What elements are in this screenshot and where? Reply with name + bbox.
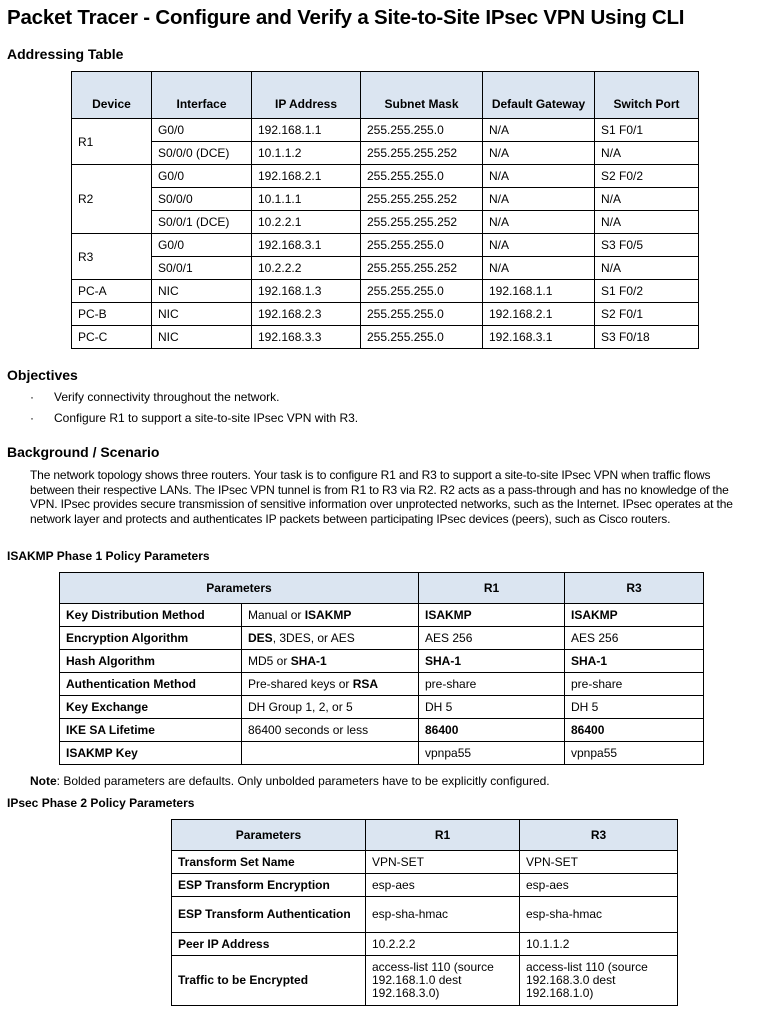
- parameter-name-cell: Authentication Method: [60, 673, 242, 696]
- default-gateway-cell: N/A: [483, 257, 595, 280]
- phase1-header-row: [60, 573, 704, 604]
- option-text: ISAKMP: [304, 608, 352, 622]
- header-device: Device: [72, 72, 152, 119]
- parameter-options-cell: [242, 673, 419, 696]
- parameter-options-cell: [242, 650, 419, 673]
- interface-cell: NIC: [152, 303, 252, 326]
- page-title: Packet Tracer - Configure and Verify a Site-to-Site IPsec VPN Using CLI: [7, 6, 685, 29]
- r3-value-cell: DH 5: [565, 696, 704, 719]
- phase2-header-r1: R1: [366, 820, 520, 851]
- r3-value-cell: ISAKMP: [565, 604, 704, 627]
- table-row: [60, 650, 704, 673]
- table-row: [172, 956, 678, 1006]
- parameter-name-cell: Key Distribution Method: [60, 604, 242, 627]
- table-row: [72, 142, 699, 165]
- option-text: DES: [248, 631, 273, 645]
- parameter-options-cell: [242, 719, 419, 742]
- objective-text: Configure R1 to support a site-to-site IPsec VPN with R3.: [54, 411, 359, 425]
- ip-address-cell: 192.168.1.1: [252, 119, 361, 142]
- r1-value-cell: vpnpa55: [419, 742, 565, 765]
- objective-item: [30, 389, 358, 410]
- parameter-name-cell: ISAKMP Key: [60, 742, 242, 765]
- table-row: [60, 604, 704, 627]
- ip-address-cell: 192.168.3.3: [252, 326, 361, 349]
- default-gateway-cell: 192.168.3.1: [483, 326, 595, 349]
- device-cell: PC-B: [72, 303, 152, 326]
- phase2-heading: IPsec Phase 2 Policy Parameters: [7, 796, 195, 810]
- phase1-header-r3: R3: [565, 573, 704, 604]
- header-ip-address: IP Address: [252, 72, 361, 119]
- objective-item: [30, 410, 358, 431]
- header-subnet-mask: Subnet Mask: [361, 72, 483, 119]
- table-row: [60, 696, 704, 719]
- r1-value-cell: esp-sha-hmac: [366, 897, 520, 933]
- option-text: SHA-1: [290, 654, 327, 668]
- addressing-table-heading: Addressing Table: [7, 46, 124, 62]
- table-row: [172, 851, 678, 874]
- device-cell: PC-C: [72, 326, 152, 349]
- device-cell: R2: [72, 165, 152, 234]
- subnet-mask-cell: 255.255.255.252: [361, 142, 483, 165]
- bullet-icon: ·: [30, 411, 34, 425]
- bullet-icon: ·: [30, 390, 34, 404]
- note-text: [30, 774, 550, 788]
- switch-port-cell: N/A: [595, 142, 699, 165]
- phase1-header-r1: R1: [419, 573, 565, 604]
- default-gateway-cell: N/A: [483, 234, 595, 257]
- table-row: [60, 742, 704, 765]
- default-gateway-cell: 192.168.1.1: [483, 280, 595, 303]
- table-row: [72, 257, 699, 280]
- subnet-mask-cell: 255.255.255.0: [361, 303, 483, 326]
- parameter-name-cell: Key Exchange: [60, 696, 242, 719]
- parameter-options-cell: [242, 742, 419, 765]
- interface-cell: G0/0: [152, 234, 252, 257]
- table-row: [72, 119, 699, 142]
- option-text: DH Group 1, 2, or 5: [248, 700, 353, 714]
- table-row: [72, 326, 699, 349]
- device-cell: R1: [72, 119, 152, 165]
- switch-port-cell: N/A: [595, 257, 699, 280]
- r3-value-cell: esp-aes: [520, 874, 678, 897]
- interface-cell: S0/0/0 (DCE): [152, 142, 252, 165]
- option-text: , 3DES, or AES: [272, 631, 355, 645]
- interface-cell: S0/0/1 (DCE): [152, 211, 252, 234]
- header-switch-port: Switch Port: [595, 72, 699, 119]
- note-body: : Bolded parameters are defaults. Only unbolded parameters have to be explicitly configured.: [56, 774, 550, 788]
- table-row: [172, 897, 678, 933]
- phase1-heading: ISAKMP Phase 1 Policy Parameters: [7, 549, 210, 563]
- default-gateway-cell: 192.168.2.1: [483, 303, 595, 326]
- switch-port-cell: N/A: [595, 188, 699, 211]
- switch-port-cell: N/A: [595, 211, 699, 234]
- interface-cell: G0/0: [152, 119, 252, 142]
- switch-port-cell: S2 F0/2: [595, 165, 699, 188]
- ip-address-cell: 192.168.1.3: [252, 280, 361, 303]
- table-row: [172, 933, 678, 956]
- header-default-gateway: Default Gateway: [483, 72, 595, 119]
- parameter-name-cell: Transform Set Name: [172, 851, 366, 874]
- interface-cell: NIC: [152, 280, 252, 303]
- parameter-name-cell: Hash Algorithm: [60, 650, 242, 673]
- r1-value-cell: ISAKMP: [419, 604, 565, 627]
- phase2-header-parameters: Parameters: [172, 820, 366, 851]
- r1-value-cell: VPN-SET: [366, 851, 520, 874]
- default-gateway-cell: N/A: [483, 142, 595, 165]
- objectives-heading: Objectives: [7, 367, 78, 383]
- ip-address-cell: 10.2.2.2: [252, 257, 361, 280]
- default-gateway-cell: N/A: [483, 188, 595, 211]
- table-row: [172, 874, 678, 897]
- subnet-mask-cell: 255.255.255.252: [361, 188, 483, 211]
- header-interface: Interface: [152, 72, 252, 119]
- ip-address-cell: 192.168.2.1: [252, 165, 361, 188]
- r3-value-cell: SHA-1: [565, 650, 704, 673]
- r3-value-cell: access-list 110 (source 192.168.3.0 dest 192.168.1.0): [520, 956, 678, 1006]
- addressing-table: [71, 71, 699, 349]
- table-row: [60, 719, 704, 742]
- phase2-table: [171, 819, 678, 1006]
- ip-address-cell: 192.168.3.1: [252, 234, 361, 257]
- parameter-name-cell: Peer IP Address: [172, 933, 366, 956]
- r3-value-cell: AES 256: [565, 627, 704, 650]
- interface-cell: G0/0: [152, 165, 252, 188]
- subnet-mask-cell: 255.255.255.0: [361, 119, 483, 142]
- r1-value-cell: pre-share: [419, 673, 565, 696]
- r3-value-cell: esp-sha-hmac: [520, 897, 678, 933]
- subnet-mask-cell: 255.255.255.0: [361, 165, 483, 188]
- phase2-header-r3: R3: [520, 820, 678, 851]
- parameter-options-cell: [242, 604, 419, 627]
- phase2-header-row: [172, 820, 678, 851]
- option-text: MD5 or: [248, 654, 291, 668]
- default-gateway-cell: N/A: [483, 211, 595, 234]
- switch-port-cell: S1 F0/2: [595, 280, 699, 303]
- r1-value-cell: access-list 110 (source 192.168.1.0 dest 192.168.3.0): [366, 956, 520, 1006]
- device-cell: R3: [72, 234, 152, 280]
- subnet-mask-cell: 255.255.255.252: [361, 257, 483, 280]
- device-cell: PC-A: [72, 280, 152, 303]
- r3-value-cell: pre-share: [565, 673, 704, 696]
- table-row: [72, 188, 699, 211]
- r3-value-cell: 86400: [565, 719, 704, 742]
- subnet-mask-cell: 255.255.255.0: [361, 280, 483, 303]
- parameter-options-cell: [242, 627, 419, 650]
- objective-text: Verify connectivity throughout the network.: [54, 390, 280, 404]
- parameter-name-cell: ESP Transform Encryption: [172, 874, 366, 897]
- phase1-table: [59, 572, 704, 765]
- default-gateway-cell: N/A: [483, 119, 595, 142]
- addressing-header-row: [72, 72, 699, 119]
- phase1-header-parameters: Parameters: [60, 573, 419, 604]
- objectives-list: [30, 389, 358, 431]
- r3-value-cell: vpnpa55: [565, 742, 704, 765]
- parameter-name-cell: Encryption Algorithm: [60, 627, 242, 650]
- switch-port-cell: S3 F0/18: [595, 326, 699, 349]
- interface-cell: NIC: [152, 326, 252, 349]
- r1-value-cell: 86400: [419, 719, 565, 742]
- subnet-mask-cell: 255.255.255.252: [361, 211, 483, 234]
- interface-cell: S0/0/1: [152, 257, 252, 280]
- table-row: [72, 303, 699, 326]
- option-text: Pre-shared keys or: [248, 677, 353, 691]
- r1-value-cell: 10.2.2.2: [366, 933, 520, 956]
- interface-cell: S0/0/0: [152, 188, 252, 211]
- table-row: [72, 234, 699, 257]
- option-text: 86400 seconds or less: [248, 723, 369, 737]
- table-row: [72, 211, 699, 234]
- r1-value-cell: AES 256: [419, 627, 565, 650]
- default-gateway-cell: N/A: [483, 165, 595, 188]
- ip-address-cell: 10.1.1.1: [252, 188, 361, 211]
- r3-value-cell: 10.1.1.2: [520, 933, 678, 956]
- table-row: [72, 165, 699, 188]
- ip-address-cell: 192.168.2.3: [252, 303, 361, 326]
- r3-value-cell: VPN-SET: [520, 851, 678, 874]
- parameter-name-cell: Traffic to be Encrypted: [172, 956, 366, 1006]
- option-text: RSA: [352, 677, 379, 691]
- subnet-mask-cell: 255.255.255.0: [361, 234, 483, 257]
- table-row: [60, 673, 704, 696]
- switch-port-cell: S1 F0/1: [595, 119, 699, 142]
- background-paragraph: The network topology shows three routers. Your task is to configure R1 and R3 to support a site-to-site IPsec VPN when traffic flows between their respective LANs. The IPsec VPN tunnel is from R1 to R3 via R2. R2 acts as a pass-through and has no knowledge of the VPN. IPsec provides secure transmission of sensitive information over unprotected networks, such as the Internet. IPsec operates at the network layer and protects and authenticates IP packets between participating IPsec devices (peers), such as Cisco routers.: [30, 468, 733, 526]
- table-row: [72, 280, 699, 303]
- parameter-name-cell: ESP Transform Authentication: [172, 897, 366, 933]
- parameter-name-cell: IKE SA Lifetime: [60, 719, 242, 742]
- background-heading: Background / Scenario: [7, 444, 160, 460]
- note-label: Note: [30, 774, 57, 788]
- parameter-options-cell: [242, 696, 419, 719]
- table-row: [60, 627, 704, 650]
- switch-port-cell: S3 F0/5: [595, 234, 699, 257]
- ip-address-cell: 10.2.2.1: [252, 211, 361, 234]
- switch-port-cell: S2 F0/1: [595, 303, 699, 326]
- subnet-mask-cell: 255.255.255.0: [361, 326, 483, 349]
- r1-value-cell: esp-aes: [366, 874, 520, 897]
- ip-address-cell: 10.1.1.2: [252, 142, 361, 165]
- r1-value-cell: DH 5: [419, 696, 565, 719]
- option-text: Manual or: [248, 608, 305, 622]
- r1-value-cell: SHA-1: [419, 650, 565, 673]
